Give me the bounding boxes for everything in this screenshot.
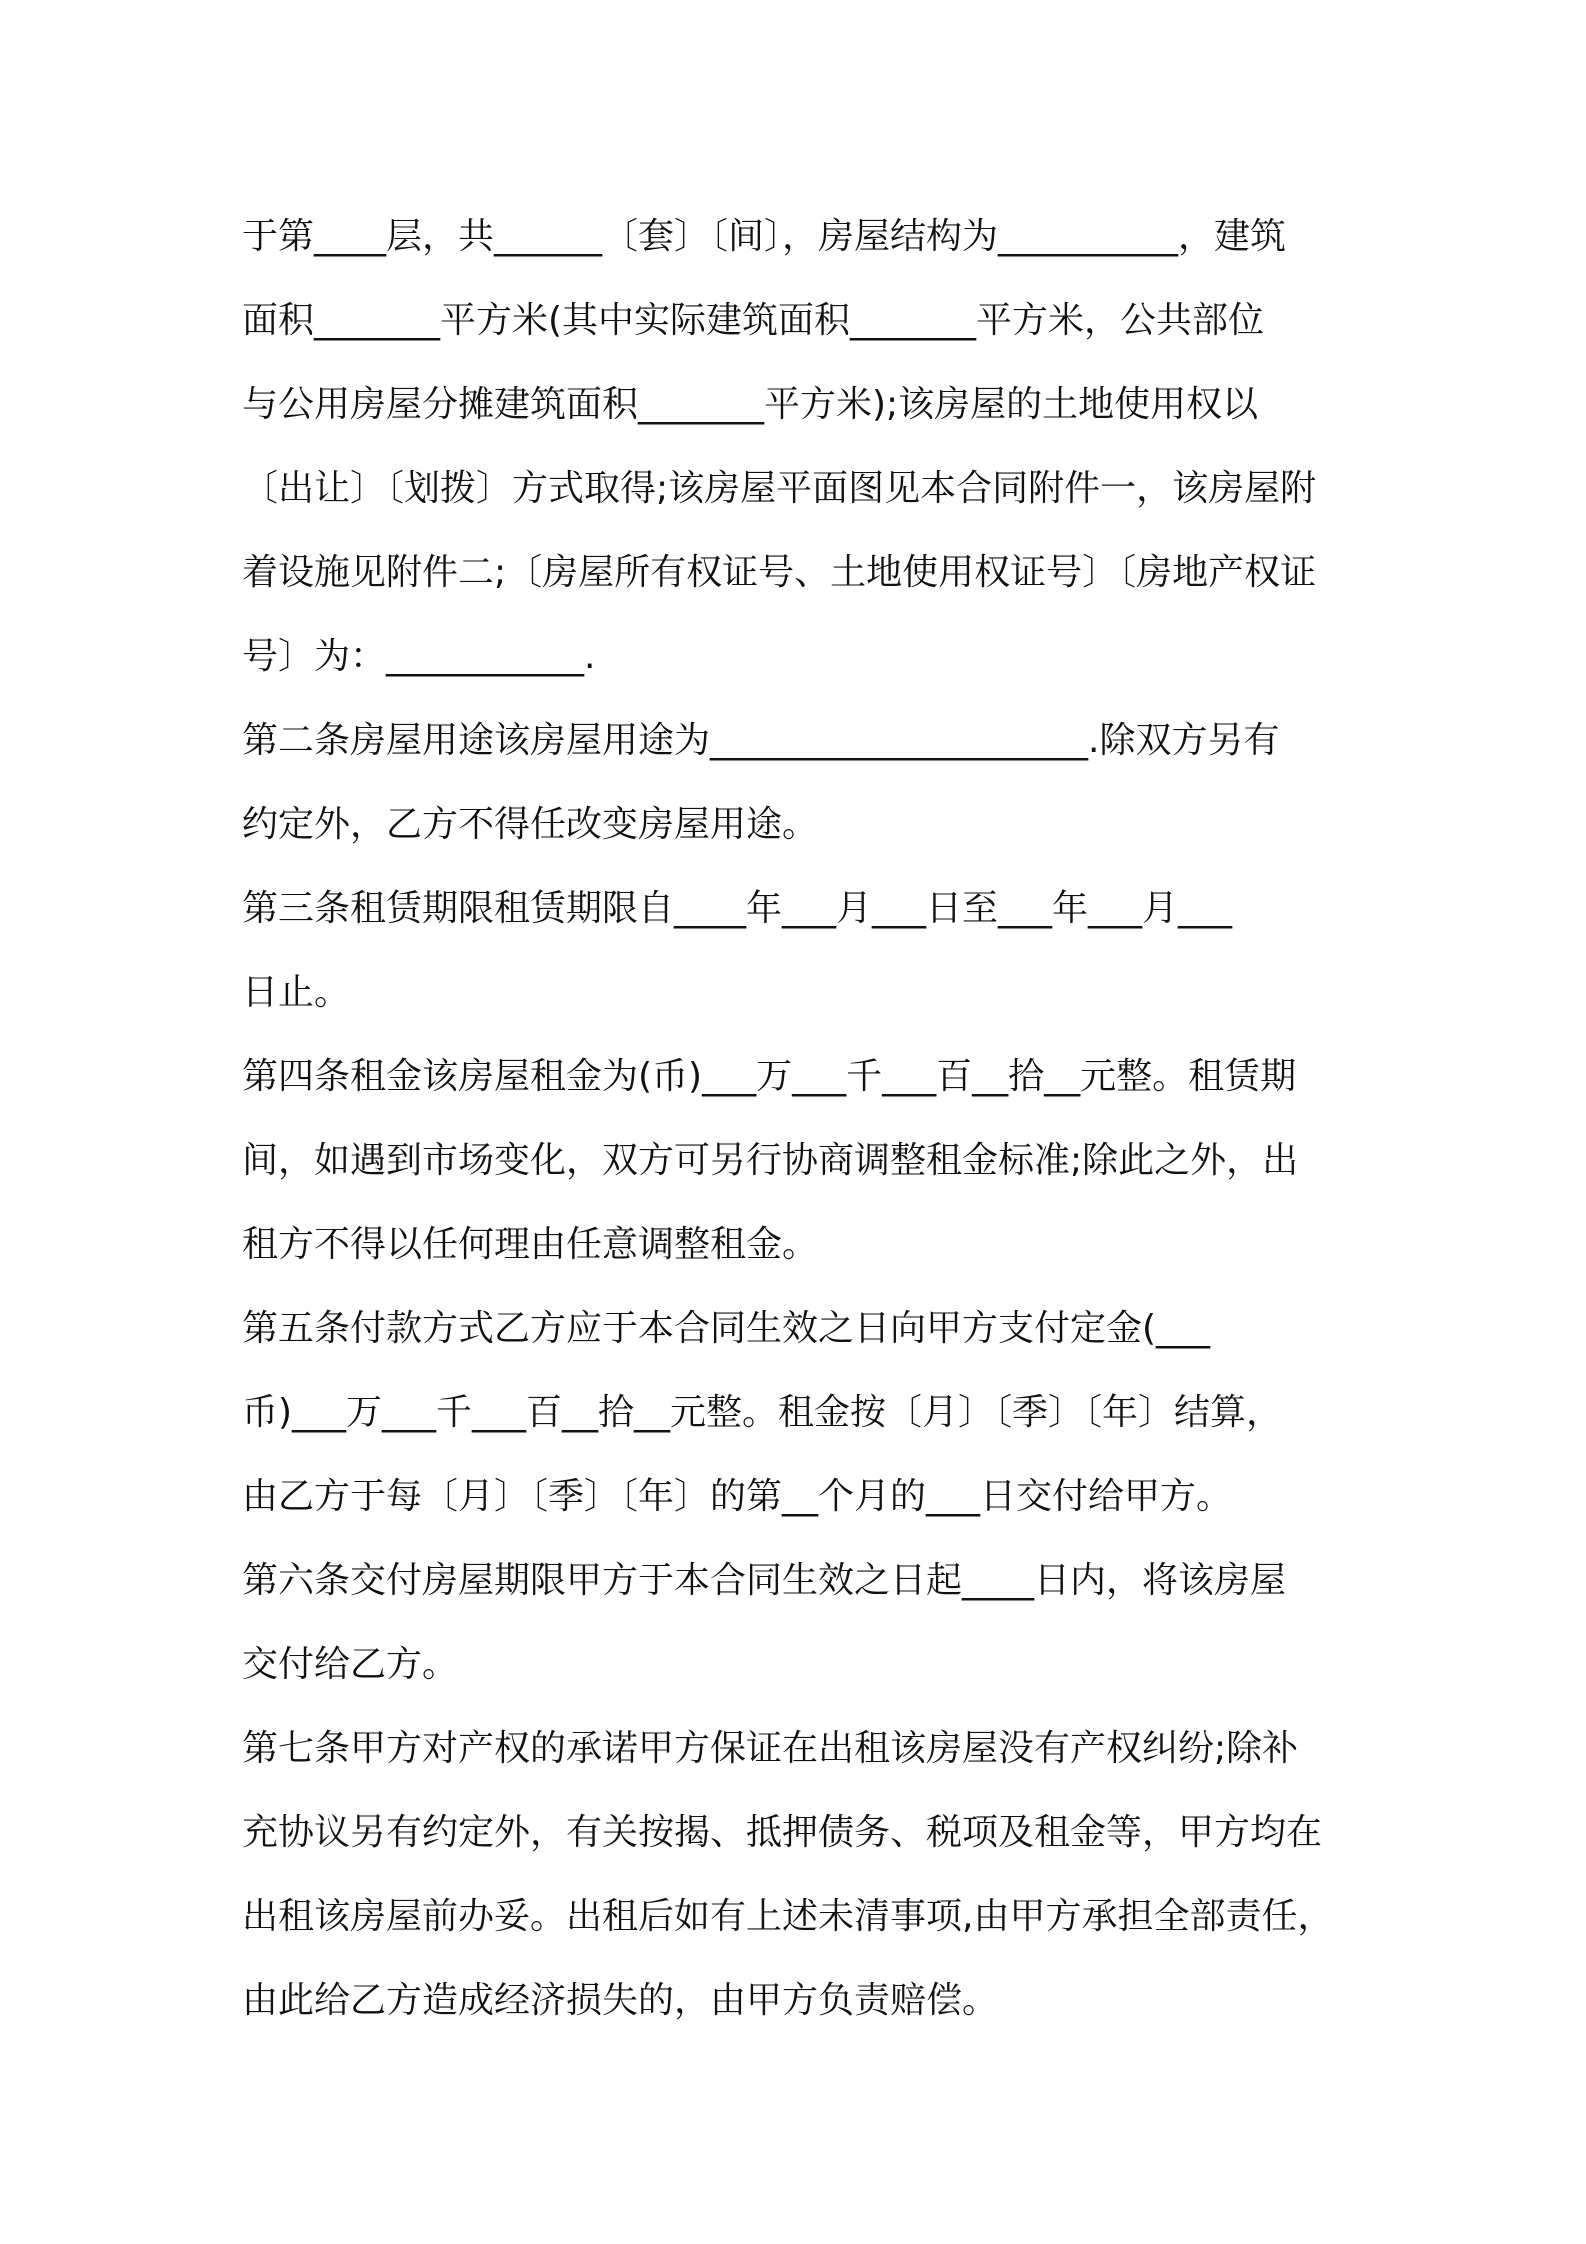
text-line: 第四条租金该房屋租金为(币)___万___千___百__拾__元整。租赁期: [242, 1056, 1297, 1097]
text-line: 由乙方于每〔月〕〔季〕〔年〕的第__个月的___日交付给甲方。: [242, 1476, 1233, 1517]
text-line: 币)___万___千___百__拾__元整。租金按〔月〕〔季〕〔年〕结算，: [242, 1392, 1283, 1433]
text-line: 第三条租赁期限租赁期限自____年___月___日至___年___月___: [242, 888, 1233, 929]
contract-body: [242, 195, 1362, 2043]
text-line: 与公用房屋分摊建筑面积_______平方米);该房屋的土地使用权以: [242, 384, 1259, 425]
text-line: 第二条房屋用途该房屋用途为_____________________.除双方另有: [242, 720, 1280, 761]
text-line: 约定外，乙方不得任改变房屋用途。: [242, 804, 819, 845]
text-line: 租方不得以任何理由任意调整租金。: [242, 1224, 819, 1265]
text-line: 日止。: [242, 972, 351, 1013]
text-line: 着设施见附件二;〔房屋所有权证号、土地使用权证号〕〔房地产权证: [242, 552, 1317, 593]
text-line: 号〕为：___________.: [242, 636, 596, 677]
text-line: 交付给乙方。: [242, 1644, 459, 1685]
text-line: 第七条甲方对产权的承诺甲方保证在出租该房屋没有产权纠纷;除补: [242, 1728, 1299, 1769]
text-line: 第五条付款方式乙方应于本合同生效之日向甲方支付定金(___: [242, 1308, 1211, 1349]
text-line: 由此给乙方造成经济损失的，由甲方负责赔偿。: [242, 1980, 999, 2021]
text-line: 于第____层，共______〔套〕〔间〕，房屋结构为__________，建筑: [242, 216, 1287, 257]
text-line: 出租该房屋前办妥。出租后如有上述未清事项,由甲方承担全部责任，: [242, 1896, 1334, 1937]
text-line: 第六条交付房屋期限甲方于本合同生效之日起____日内，将该房屋: [242, 1560, 1287, 1601]
text-line: 〔出让〕〔划拨〕方式取得;该房屋平面图见本合同附件一，该房屋附: [242, 468, 1317, 509]
text-line: 充协议另有约定外，有关按揭、抵押债务、税项及租金等，甲方均在: [242, 1812, 1323, 1853]
text-line: 间，如遇到市场变化，双方可另行协商调整租金标准;除此之外，出: [242, 1140, 1299, 1181]
text-line: 面积_______平方米(其中实际建筑面积_______平方米，公共部位: [242, 300, 1265, 341]
